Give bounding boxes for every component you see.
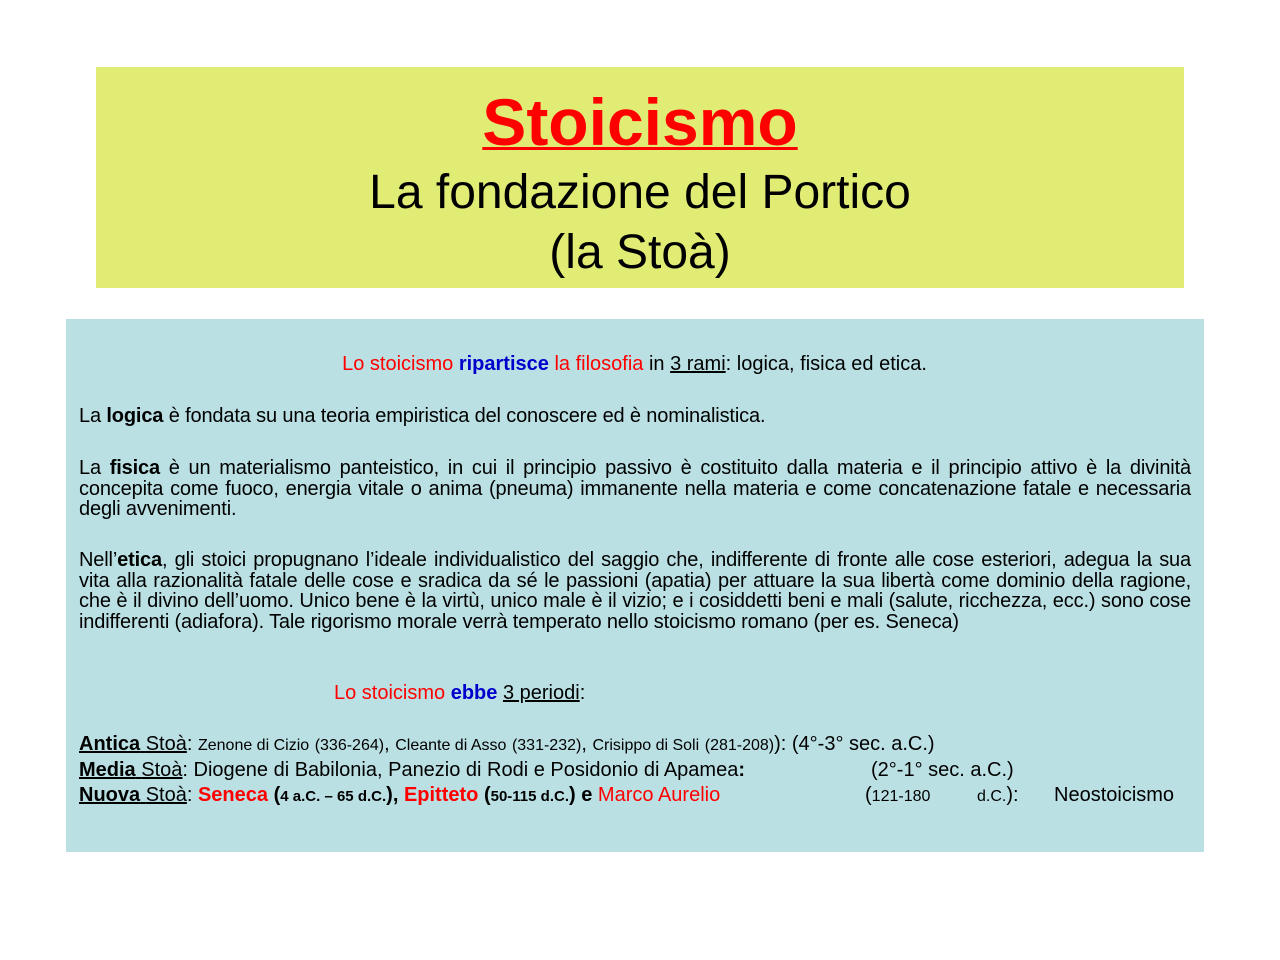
periods-colon: : [579,682,586,704]
etica-term: etica [117,549,162,571]
media-label-bold: Media [79,759,136,781]
antica-era: ): (4°-3° sec. a.C.) [774,733,935,755]
logica-term: logica [106,405,164,427]
intro-line [79,354,1190,375]
nuova-date-1: 4 a.C. – 65 d.C. [280,788,387,805]
antica-date-1: (336-264) [314,737,385,754]
nuova-date-3a: 121-180 [871,788,931,805]
antica-colon: : [186,733,193,755]
nuova-colon: : [186,784,193,806]
fisica-text: è un materialismo panteistico, in cui il principio passivo è costituito dalla materia e il principio attivo è la divinità concepita come fuoco, energia vitale o anima (pneuma) immanente nella materia e come concatenazione fatale e necessaria degli avvenimenti. [79,457,1191,521]
antica-label-bold: Antica [79,733,141,755]
nuova-person-2: Epitteto [403,784,479,806]
nuova-person-3: Marco Aurelio [597,784,721,806]
media-era: (2°-1° sec. a.C.) [871,759,1014,781]
antica-label: Stoà [145,733,187,755]
etica-pre: Nell’ [79,549,118,571]
slide-subtitle-line2: (la Stoà) [549,226,731,279]
title-box [96,67,1184,288]
intro-count: 3 rami [670,353,726,375]
etica-text: , gli stoici propugnano l’ideale individualistico del saggio che, indifferente di fronte alle cose esteriori, adegua la sua vita alla razionalità fatale delle cose e sradica da sé le passioni (apatia) per attuare la sua libertà come dominio della ragione, che è il divino dell’uomo. Unico bene è la virtù, unico male è il vizio; e i cosiddetti beni e mali (salute, ricchezza, ecc.) sono cose indifferenti (adiafora). Tale rigorismo morale verrà temperato nello stoicismo romano (per es. Seneca) [79,549,1191,633]
intro-branches: : logica, fisica ed etica. [725,353,927,375]
media-text: : Diogene di Babilonia, Panezio di Rodi e Posidonio di Apamea [182,759,739,781]
nuova-movement: Neostoicismo [1054,784,1175,806]
etica-paragraph [79,550,1191,632]
fisica-term: fisica [109,457,160,479]
logica-pre: La [79,405,101,427]
period-antica: Antica Stoà: Zenone di Cizio (336-264), Cleante di Asso (331-232), Crisippo di Soli (281-208)): (4°-3° sec. a.C.) [79,733,935,755]
slide-subtitle-line1: La fondazione del Portico [369,166,911,219]
periods-intro [334,683,1190,704]
nuova-date-3b: d.C. [977,788,1007,805]
antica-person-1: Zenone di Cizio [197,737,310,754]
antica-person-2: Cleante di Asso [395,737,507,754]
antica-date-3: (281-208) [704,737,775,754]
content-box [66,319,1204,852]
intro-verb: ripartisce [458,353,549,375]
antica-date-2: (331-232) [511,737,582,754]
fisica-pre: La [79,457,101,479]
periods-subject: Lo stoicismo [334,682,446,704]
fisica-paragraph [79,458,1191,520]
logica-paragraph [79,406,1191,427]
periods-count: 3 periodi [502,682,580,704]
nuova-label-bold: Nuova [79,784,141,806]
intro-object: la filosofia [554,353,644,375]
nuova-person-1: Seneca [197,784,269,806]
slide-title: Stoicismo [482,85,798,159]
intro-prep: in [648,353,665,375]
media-colon: : [738,759,746,781]
antica-person-3: Crisippo di Soli [592,737,700,754]
media-label: Stoà [141,759,183,781]
nuova-conj: e [581,784,593,806]
intro-subject: Lo stoicismo [342,353,454,375]
nuova-date-2: 50-115 d.C. [490,788,569,805]
nuova-label: Stoà [145,784,187,806]
logica-text: è fondata su una teoria empiristica del conoscere ed è nominalistica. [168,405,766,427]
period-media [79,760,1190,781]
periods-verb: ebbe [450,682,498,704]
period-nuova: Nuova Stoà: Seneca (4 a.C. – 65 d.C.), Epitteto (50-115 d.C.) e Marco Aurelio (121-180 d.C.): Neostoicismo [79,784,1175,806]
